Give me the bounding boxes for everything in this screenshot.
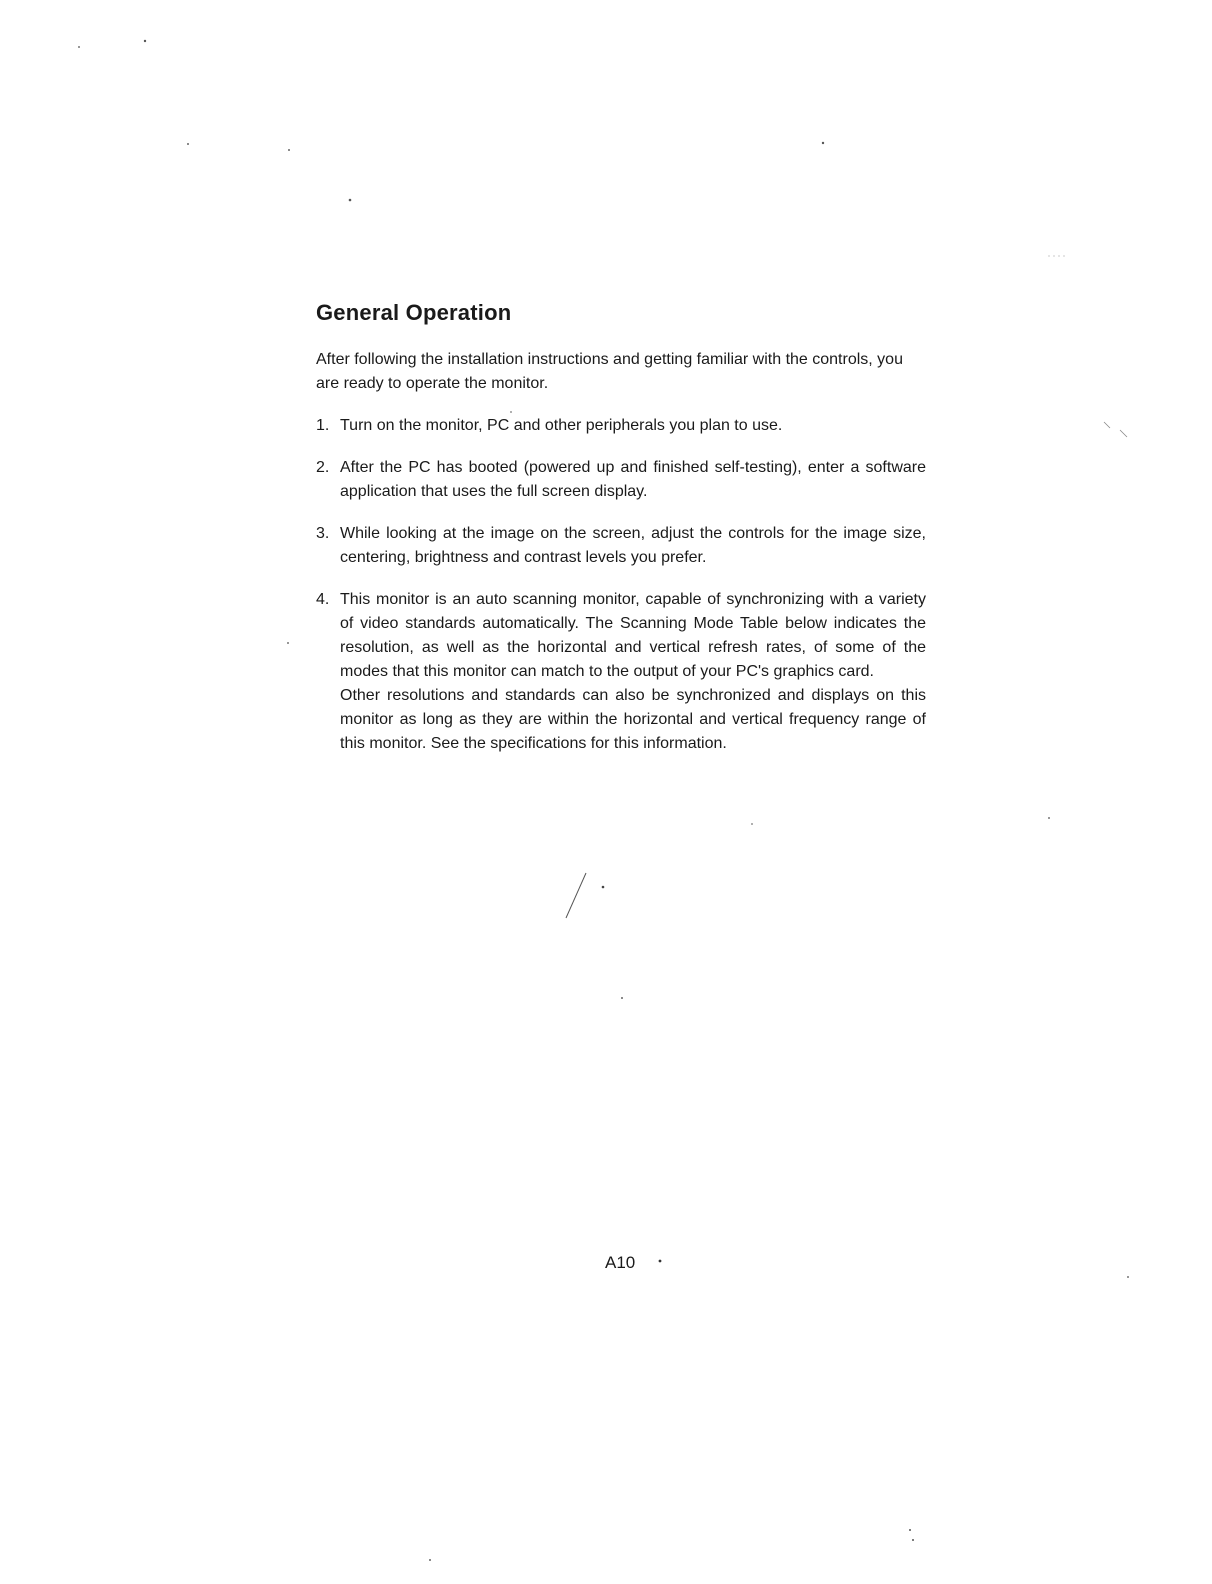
item-text — [340, 588, 926, 756]
speck — [659, 1260, 662, 1263]
speck — [751, 823, 753, 825]
item-paragraph: Turn on the monitor, PC and other peripherals you plan to use. — [340, 417, 783, 434]
item-paragraph: While looking at the image on the screen, adjust the controls for the image size, centering, brightness and contrast levels you prefer. — [340, 525, 926, 566]
pen-mark — [566, 873, 586, 918]
content-area — [316, 300, 926, 774]
speck — [822, 142, 824, 144]
list-item — [316, 522, 926, 570]
speck — [621, 997, 623, 999]
item-text — [340, 456, 926, 504]
speck — [429, 1559, 431, 1561]
speck — [1120, 430, 1127, 437]
list-item — [316, 456, 926, 504]
speck — [1104, 422, 1110, 428]
speck — [288, 149, 290, 151]
item-text — [340, 414, 926, 438]
speck — [187, 143, 189, 145]
speck — [349, 199, 352, 202]
speck — [1127, 1276, 1129, 1278]
item-paragraph: Other resolutions and standards can also be synchronized and displays on this monitor as long as they are within the horizontal and vertical frequency range of this monitor. See the specifications for this information. — [340, 687, 926, 752]
speck — [909, 1529, 911, 1531]
item-number: 4. — [316, 591, 330, 608]
speck — [1048, 817, 1050, 819]
speck — [287, 642, 289, 644]
speck — [78, 46, 80, 48]
item-number: 2. — [316, 459, 330, 476]
page-number: A10 — [605, 1253, 636, 1272]
item-paragraph: This monitor is an auto scanning monitor, capable of synchronizing with a variety of video standards automatically. The Scanning Mode Table below indicates the resolution, as well as the horizontal and vertical refresh rates, of some of the modes that this monitor can match to the output of your PC's graphics card. — [340, 591, 926, 680]
intro-paragraph: After following the installation instructions and getting familiar with the controls, you are ready to operate the monitor. — [316, 351, 903, 392]
item-number: 1. — [316, 417, 330, 434]
speck — [144, 40, 146, 42]
speck — [602, 886, 605, 889]
section-title: General Operation — [316, 300, 512, 325]
item-paragraph: After the PC has booted (powered up and finished self-testing), enter a software application that uses the full screen display. — [340, 459, 926, 500]
item-number: 3. — [316, 525, 330, 542]
list-item — [316, 588, 926, 756]
item-text — [340, 522, 926, 570]
list-item — [316, 414, 926, 438]
speck — [912, 1539, 914, 1541]
instruction-list — [316, 414, 926, 756]
